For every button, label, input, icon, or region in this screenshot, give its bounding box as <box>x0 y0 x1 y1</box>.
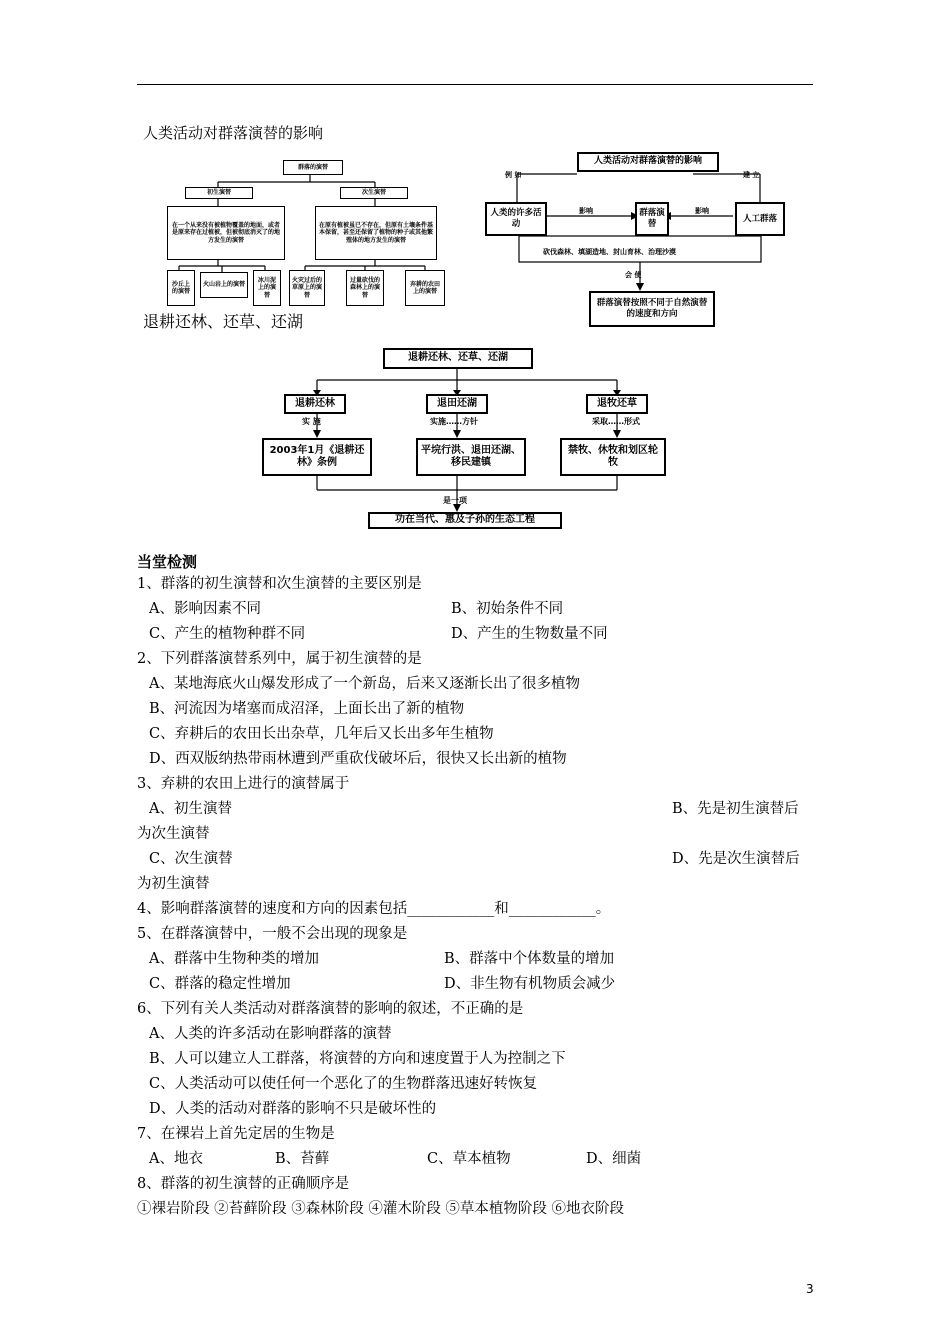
label-affect-left: 影响 <box>579 207 593 215</box>
quiz-line: 为初生演替 <box>137 876 210 892</box>
quiz-line: A、初生演替 <box>149 801 232 817</box>
quiz-line: C、弃耕后的农田长出杂草，几年后又长出多年生植物 <box>149 726 494 742</box>
node-result: 群落演替按照不同于自然演替的速度和方向 <box>589 291 715 327</box>
quiz-line: D、产生的生物数量不同 <box>451 626 608 642</box>
quiz-line: D、先是次生演替后 <box>672 851 800 867</box>
quiz-line: C、群落的稳定性增加 <box>149 976 291 992</box>
node-conclusion: 功在当代、惠及子孙的生态工程 <box>368 512 562 529</box>
quiz-line: C、草本植物 <box>427 1151 511 1167</box>
diagram-human-impact <box>485 152 785 328</box>
node-secondary-definition: 在原有植被虽已不存在，但原有土壤条件基本保留，甚至还保留了植物的种子或其他繁殖体的地方发生的演替 <box>315 206 437 260</box>
diagram-return-farmland <box>260 348 670 530</box>
node-detail-lake: 平垸行洪、退田还湖、移民建镇 <box>416 438 526 476</box>
label-implement: 实 施 <box>302 417 321 426</box>
diagram-succession-types <box>165 160 455 308</box>
label-affect-right: 影响 <box>695 207 709 215</box>
quiz-line: D、非生物有机物质会减少 <box>444 976 616 992</box>
quiz-line: D、人类的活动对群落的影响不只是破坏性的 <box>149 1101 437 1117</box>
label-build: 建 立 <box>743 171 760 179</box>
quiz-line: 1、群落的初生演替和次生演替的主要区别是 <box>137 576 422 592</box>
quiz-line: D、西双版纳热带雨林遭到严重砍伐破坏后，很快又长出新的植物 <box>149 751 567 767</box>
node-human-activities: 人类的许多活动 <box>485 202 547 236</box>
quiz-line: 7、在裸岩上首先定居的生物是 <box>137 1126 335 1142</box>
node-branch-forest: 退耕还林 <box>284 394 346 414</box>
label-conclusion: 是一项 <box>443 496 467 505</box>
node-primary-definition: 在一个从来没有被植物覆盖的地面，或者是原来存在过植被，但被彻底消灭了的地方发生的演替 <box>167 206 285 260</box>
node-community-succession: 群落演替 <box>635 202 669 236</box>
quiz-line: 3、弃耕的农田上进行的演替属于 <box>137 776 350 792</box>
quiz-line: C、人类活动可以使任何一个恶化了的生物群落迅速好转恢复 <box>149 1076 538 1092</box>
quiz-line: B、群落中个体数量的增加 <box>444 951 615 967</box>
heading-human-impact: 人类活动对群落演替的影响 <box>143 124 324 142</box>
quiz-line: B、初始条件不同 <box>451 601 564 617</box>
node-secondary-example-2: 过量砍伐的森林上的演替 <box>346 270 384 306</box>
quiz-line: B、人可以建立人工群落，将演替的方向和速度置于人为控制之下 <box>149 1051 566 1067</box>
quiz-line: A、人类的许多活动在影响群落的演替 <box>149 1026 392 1042</box>
quiz-line: 6、下列有关人类活动对群落演替的影响的叙述，不正确的是 <box>137 1001 524 1017</box>
quiz-line: B、苔藓 <box>275 1151 330 1167</box>
quiz-line: C、次生演替 <box>149 851 233 867</box>
header-rule <box>137 84 813 85</box>
quiz-line: B、先是初生演替后 <box>672 801 799 817</box>
page-number: 3 <box>806 1282 814 1296</box>
heading-return-farmland: 退耕还林、还草、还湖 <box>143 312 304 331</box>
node-primary-example-1: 沙丘上的演替 <box>167 270 195 306</box>
node-branch-grass: 退牧还草 <box>586 394 648 414</box>
label-activities: 砍伐森林、填湖造地、封山育林、治理沙漠 <box>543 248 676 256</box>
quiz-line: C、产生的植物种群不同 <box>149 626 306 642</box>
node-return-title: 退耕还林、还草、还湖 <box>383 348 533 369</box>
node-root-succession: 群落的演替 <box>283 160 343 175</box>
quiz-line: 4、影响群落演替的速度和方向的因素包括____________和____________。 <box>137 901 611 917</box>
quiz-line: B、河流因为堵塞而成沼泽，上面长出了新的植物 <box>149 701 465 717</box>
quiz-line: ①裸岩阶段 ②苔藓阶段 ③森林阶段 ④灌木阶段 ⑤草本植物阶段 ⑥地衣阶段 <box>137 1201 625 1217</box>
node-primary-succession: 初生演替 <box>185 187 253 199</box>
node-detail-grass: 禁牧、休牧和划区轮牧 <box>560 438 666 476</box>
quiz-line: A、地衣 <box>149 1151 203 1167</box>
quiz-line: D、细菌 <box>586 1151 642 1167</box>
node-secondary-succession: 次生演替 <box>340 187 408 199</box>
node-detail-forest: 2003年1月《退耕还林》条例 <box>262 438 372 476</box>
quiz-line: A、影响因素不同 <box>149 601 261 617</box>
label-policy: 实施……方针 <box>430 417 478 426</box>
label-result: 会 使 <box>625 271 642 279</box>
label-example: 例 如 <box>505 171 522 179</box>
quiz-line: A、群落中生物种类的增加 <box>149 951 319 967</box>
node-secondary-example-1: 火灾过后的草原上的演替 <box>289 270 325 306</box>
node-human-impact-title: 人类活动对群落演替的影响 <box>577 152 719 172</box>
node-artificial-community: 人工群落 <box>735 202 785 236</box>
quiz-line: 2、下列群落演替系列中，属于初生演替的是 <box>137 651 422 667</box>
quiz-line: 8、群落的初生演替的正确顺序是 <box>137 1176 350 1192</box>
node-branch-lake: 退田还湖 <box>426 394 488 414</box>
node-primary-example-2: 火山岩上的演替 <box>200 272 248 298</box>
section-title-quiz: 当堂检测 <box>137 553 198 571</box>
quiz-line: 为次生演替 <box>137 826 210 842</box>
node-secondary-example-3: 弃耕的农田上的演替 <box>405 270 445 306</box>
quiz-line: 5、在群落演替中，一般不会出现的现象是 <box>137 926 408 942</box>
node-primary-example-3: 冰川泥上的演替 <box>253 270 281 306</box>
label-form: 采取……形式 <box>592 417 640 426</box>
quiz-line: A、某地海底火山爆发形成了一个新岛，后来又逐渐长出了很多植物 <box>149 676 580 692</box>
